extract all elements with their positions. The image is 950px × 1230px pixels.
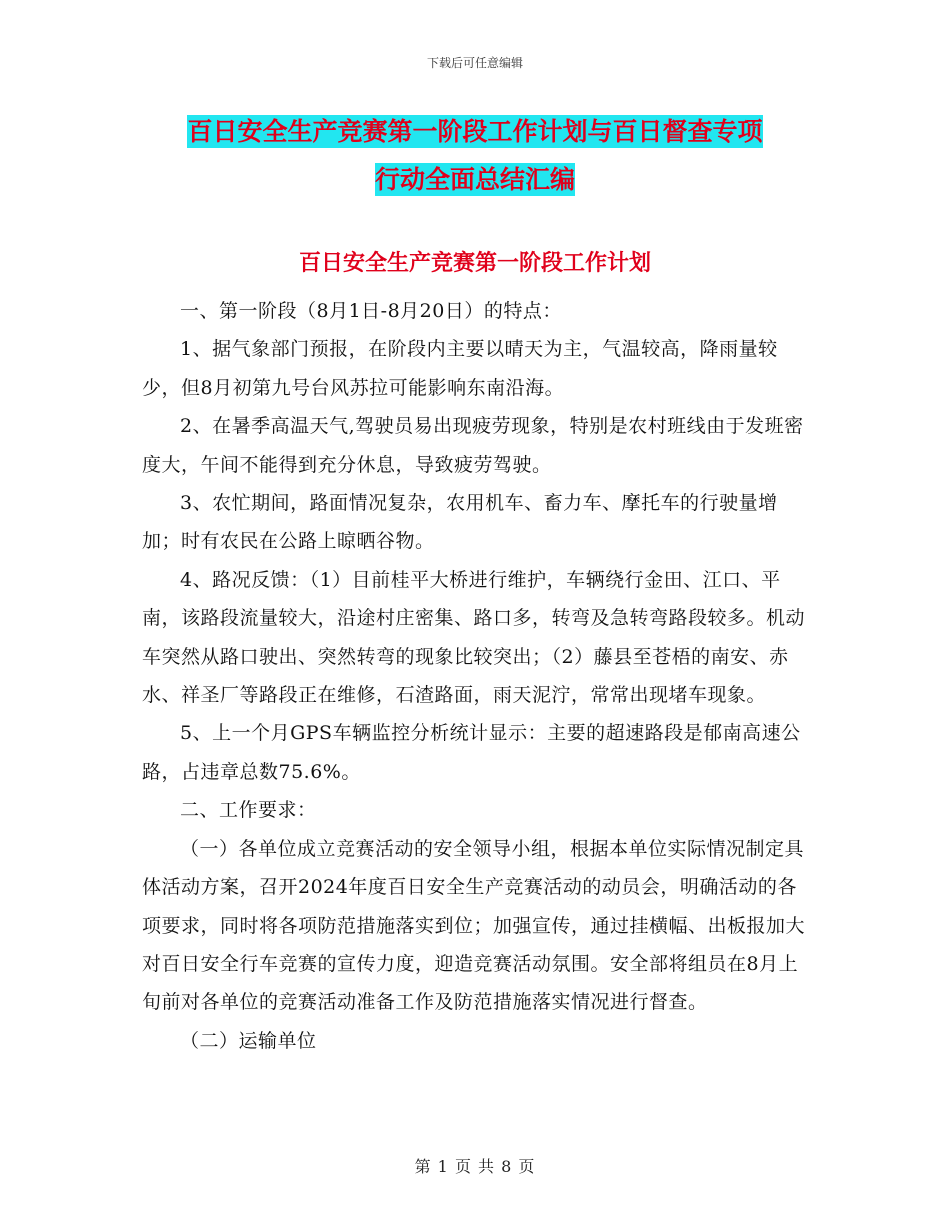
document-title-line-1: 百日安全生产竞赛第一阶段工作计划与百日督查专项: [187, 117, 763, 146]
paragraph: 3、农忙期间，路面情况复杂，农用机车、畜力车、摩托车的行驶量增加；时有农民在公路上晾晒谷物。: [142, 492, 778, 553]
document-title-line-2: 行动全面总结汇编: [374, 165, 575, 194]
document-body: [142, 292, 808, 1060]
paragraph: 5、上一个月GPS车辆监控分析统计显示：主要的超速路段是郁南高速公路，占违章总数75.6%。: [142, 722, 801, 783]
paragraph: 一、第一阶段（8月1日-8月20日）的特点：: [180, 300, 562, 322]
section-title: 百日安全生产竞赛第一阶段工作计划: [298, 251, 651, 276]
paragraph: 2、在暑季高温天气,驾驶员易出现疲劳现象，特别是农村班线由于发班密度大，午间不能得到充分休息，导致疲劳驾驶。: [142, 415, 804, 476]
paragraph: 1、据气象部门预报，在阶段内主要以晴天为主，气温较高，降雨量较少，但8月初第九号台风苏拉可能影响东南沿海。: [142, 338, 778, 399]
page-header-note: 下载后可任意编辑: [426, 56, 523, 70]
paragraph: 4、路况反馈：（1）目前桂平大桥进行维护，车辆绕行金田、江口、平南，该路段流量较大，沿途村庄密集、路口多，转弯及急转弯路段较多。机动车突然从路口驶出、突然转弯的现象比较突出；（2）藤县至苍梧的南安、赤水、祥圣厂等路段正在维修，石渣路面，雨天泥泞，常常出现堵车现象。: [142, 568, 806, 707]
paragraph: （二）运输单位: [180, 1029, 317, 1052]
paragraph: （一）各单位成立竞赛活动的安全领导小组，根据本单位实际情况制定具体活动方案，召开2024年度百日安全生产竞赛活动的动员会，明确活动的各项要求，同时将各项防范措施落实到位；加强宣传，通过挂横幅、出板报加大对百日安全行车竞赛的宣传力度，迎造竞赛活动氛围。安全部将组员在8月上旬前对各单位的竞赛活动准备工作及防范措施落实情况进行督查。: [142, 837, 806, 1014]
page-footer: 第 1 页 共 8 页: [414, 1157, 536, 1176]
document-title: [140, 108, 810, 204]
paragraph: 二、工作要求：: [180, 799, 317, 822]
